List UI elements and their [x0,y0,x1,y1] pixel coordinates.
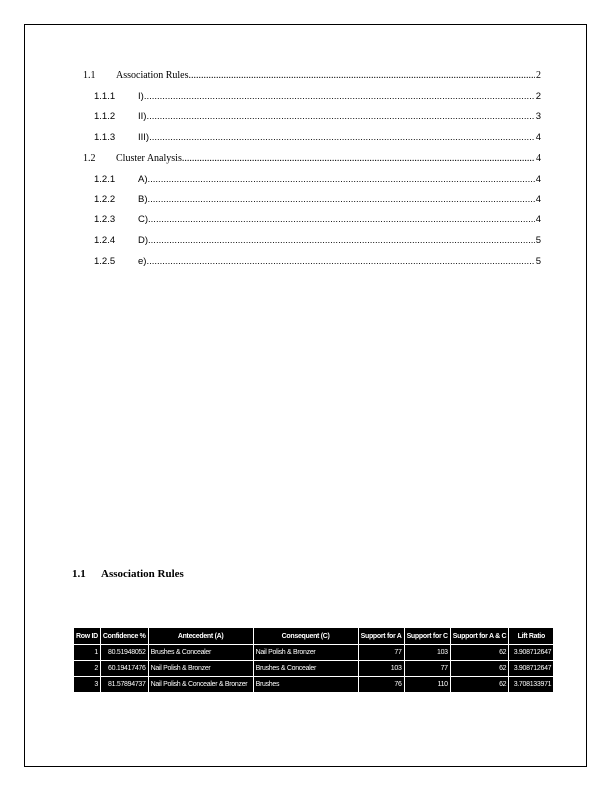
toc-leader [146,256,534,267]
table-cell: 110 [404,677,450,693]
table-cell: Brushes & Concealer [253,661,358,677]
table-cell: 2 [74,661,101,677]
table-cell: 3 [74,677,101,693]
toc-title: B) [138,194,148,205]
table-cell: Brushes [253,677,358,693]
column-header: Antecedent (A) [148,628,253,645]
toc-number: 1.1.1 [94,91,116,102]
toc-number: 1.2.2 [94,194,116,205]
table-cell: 60.19417476 [100,661,148,677]
toc-leader [148,214,535,225]
table-cell: 3.908712647 [509,661,554,677]
section-heading [72,568,184,580]
toc-entry[interactable] [83,91,541,111]
table-cell: 80.51948052 [100,645,148,661]
toc-entry[interactable] [83,70,541,90]
toc-page-number: 4 [535,194,541,205]
table-cell: Nail Polish & Bronzer [253,645,358,661]
toc-entry[interactable] [83,256,541,276]
toc-leader [189,70,536,81]
table-cell: 3.908712647 [509,645,554,661]
column-header: Support for C [404,628,450,645]
table-row [74,677,554,693]
table-header-row [74,628,554,645]
toc-leader [144,91,535,102]
table-cell: 103 [404,645,450,661]
toc-page-number: 4 [536,153,541,164]
toc-number: 1.2.3 [94,214,116,225]
toc-page-number: 4 [535,132,541,143]
table-cell: Brushes & Concealer [148,645,253,661]
toc-title: A) [138,174,148,185]
toc-entry[interactable] [83,111,541,131]
table-cell: 77 [358,645,404,661]
table-cell: 62 [450,677,508,693]
toc-title: I) [138,91,144,102]
toc-entry[interactable] [83,153,541,173]
toc-leader [149,132,535,143]
toc-entry[interactable] [83,132,541,152]
column-header: Confidence % [100,628,148,645]
toc-entry[interactable] [83,235,541,255]
section-number: 1.1 [72,568,86,580]
toc-leader [148,194,535,205]
section-title: Association Rules [101,568,184,580]
toc-number: 1.1.3 [94,132,116,143]
toc-page-number: 2 [535,91,541,102]
toc-number: 1.1 [83,70,96,81]
toc-title: III) [138,132,150,143]
table-cell: 3.708133971 [509,677,554,693]
toc-title: C) [138,214,149,225]
toc-entry[interactable] [83,194,541,214]
table-cell: 76 [358,677,404,693]
table-cell: 77 [404,661,450,677]
column-header: Consequent (C) [253,628,358,645]
table-cell: 62 [450,645,508,661]
toc-page-number: 4 [535,214,541,225]
toc-number: 1.1.2 [94,111,116,122]
table-cell: 81.57894737 [100,677,148,693]
table-cell: Nail Polish & Bronzer [148,661,253,677]
toc-leader [148,174,535,185]
table-cell: Nail Polish & Concealer & Bronzer [148,677,253,693]
toc-page-number: 5 [535,235,541,246]
table-cell: 1 [74,645,101,661]
toc-title: Cluster Analysis [116,153,182,164]
toc-leader [148,235,535,246]
toc-title: e) [138,256,147,267]
table-cell: 62 [450,661,508,677]
toc-page-number: 5 [535,256,541,267]
toc-title: II) [138,111,147,122]
column-header: Support for A & C [450,628,508,645]
table-cell: 103 [358,661,404,677]
toc-leader [182,153,535,164]
toc-title: D) [138,235,149,246]
toc-page-number: 2 [536,70,541,81]
toc-entry[interactable] [83,214,541,234]
toc-number: 1.2.4 [94,235,116,246]
toc-entry[interactable] [83,174,541,194]
toc-title: Association Rules [116,70,189,81]
table-row [74,645,554,661]
column-header: Support for A [358,628,404,645]
association-rules-table [73,627,554,693]
toc-number: 1.2.1 [94,174,116,185]
column-header: Row ID [74,628,101,645]
column-header: Lift Ratio [509,628,554,645]
toc-leader [146,111,534,122]
table-row [74,661,554,677]
toc-page-number: 4 [535,174,541,185]
toc-page-number: 3 [535,111,541,122]
toc-number: 1.2 [83,153,96,164]
toc-number: 1.2.5 [94,256,116,267]
